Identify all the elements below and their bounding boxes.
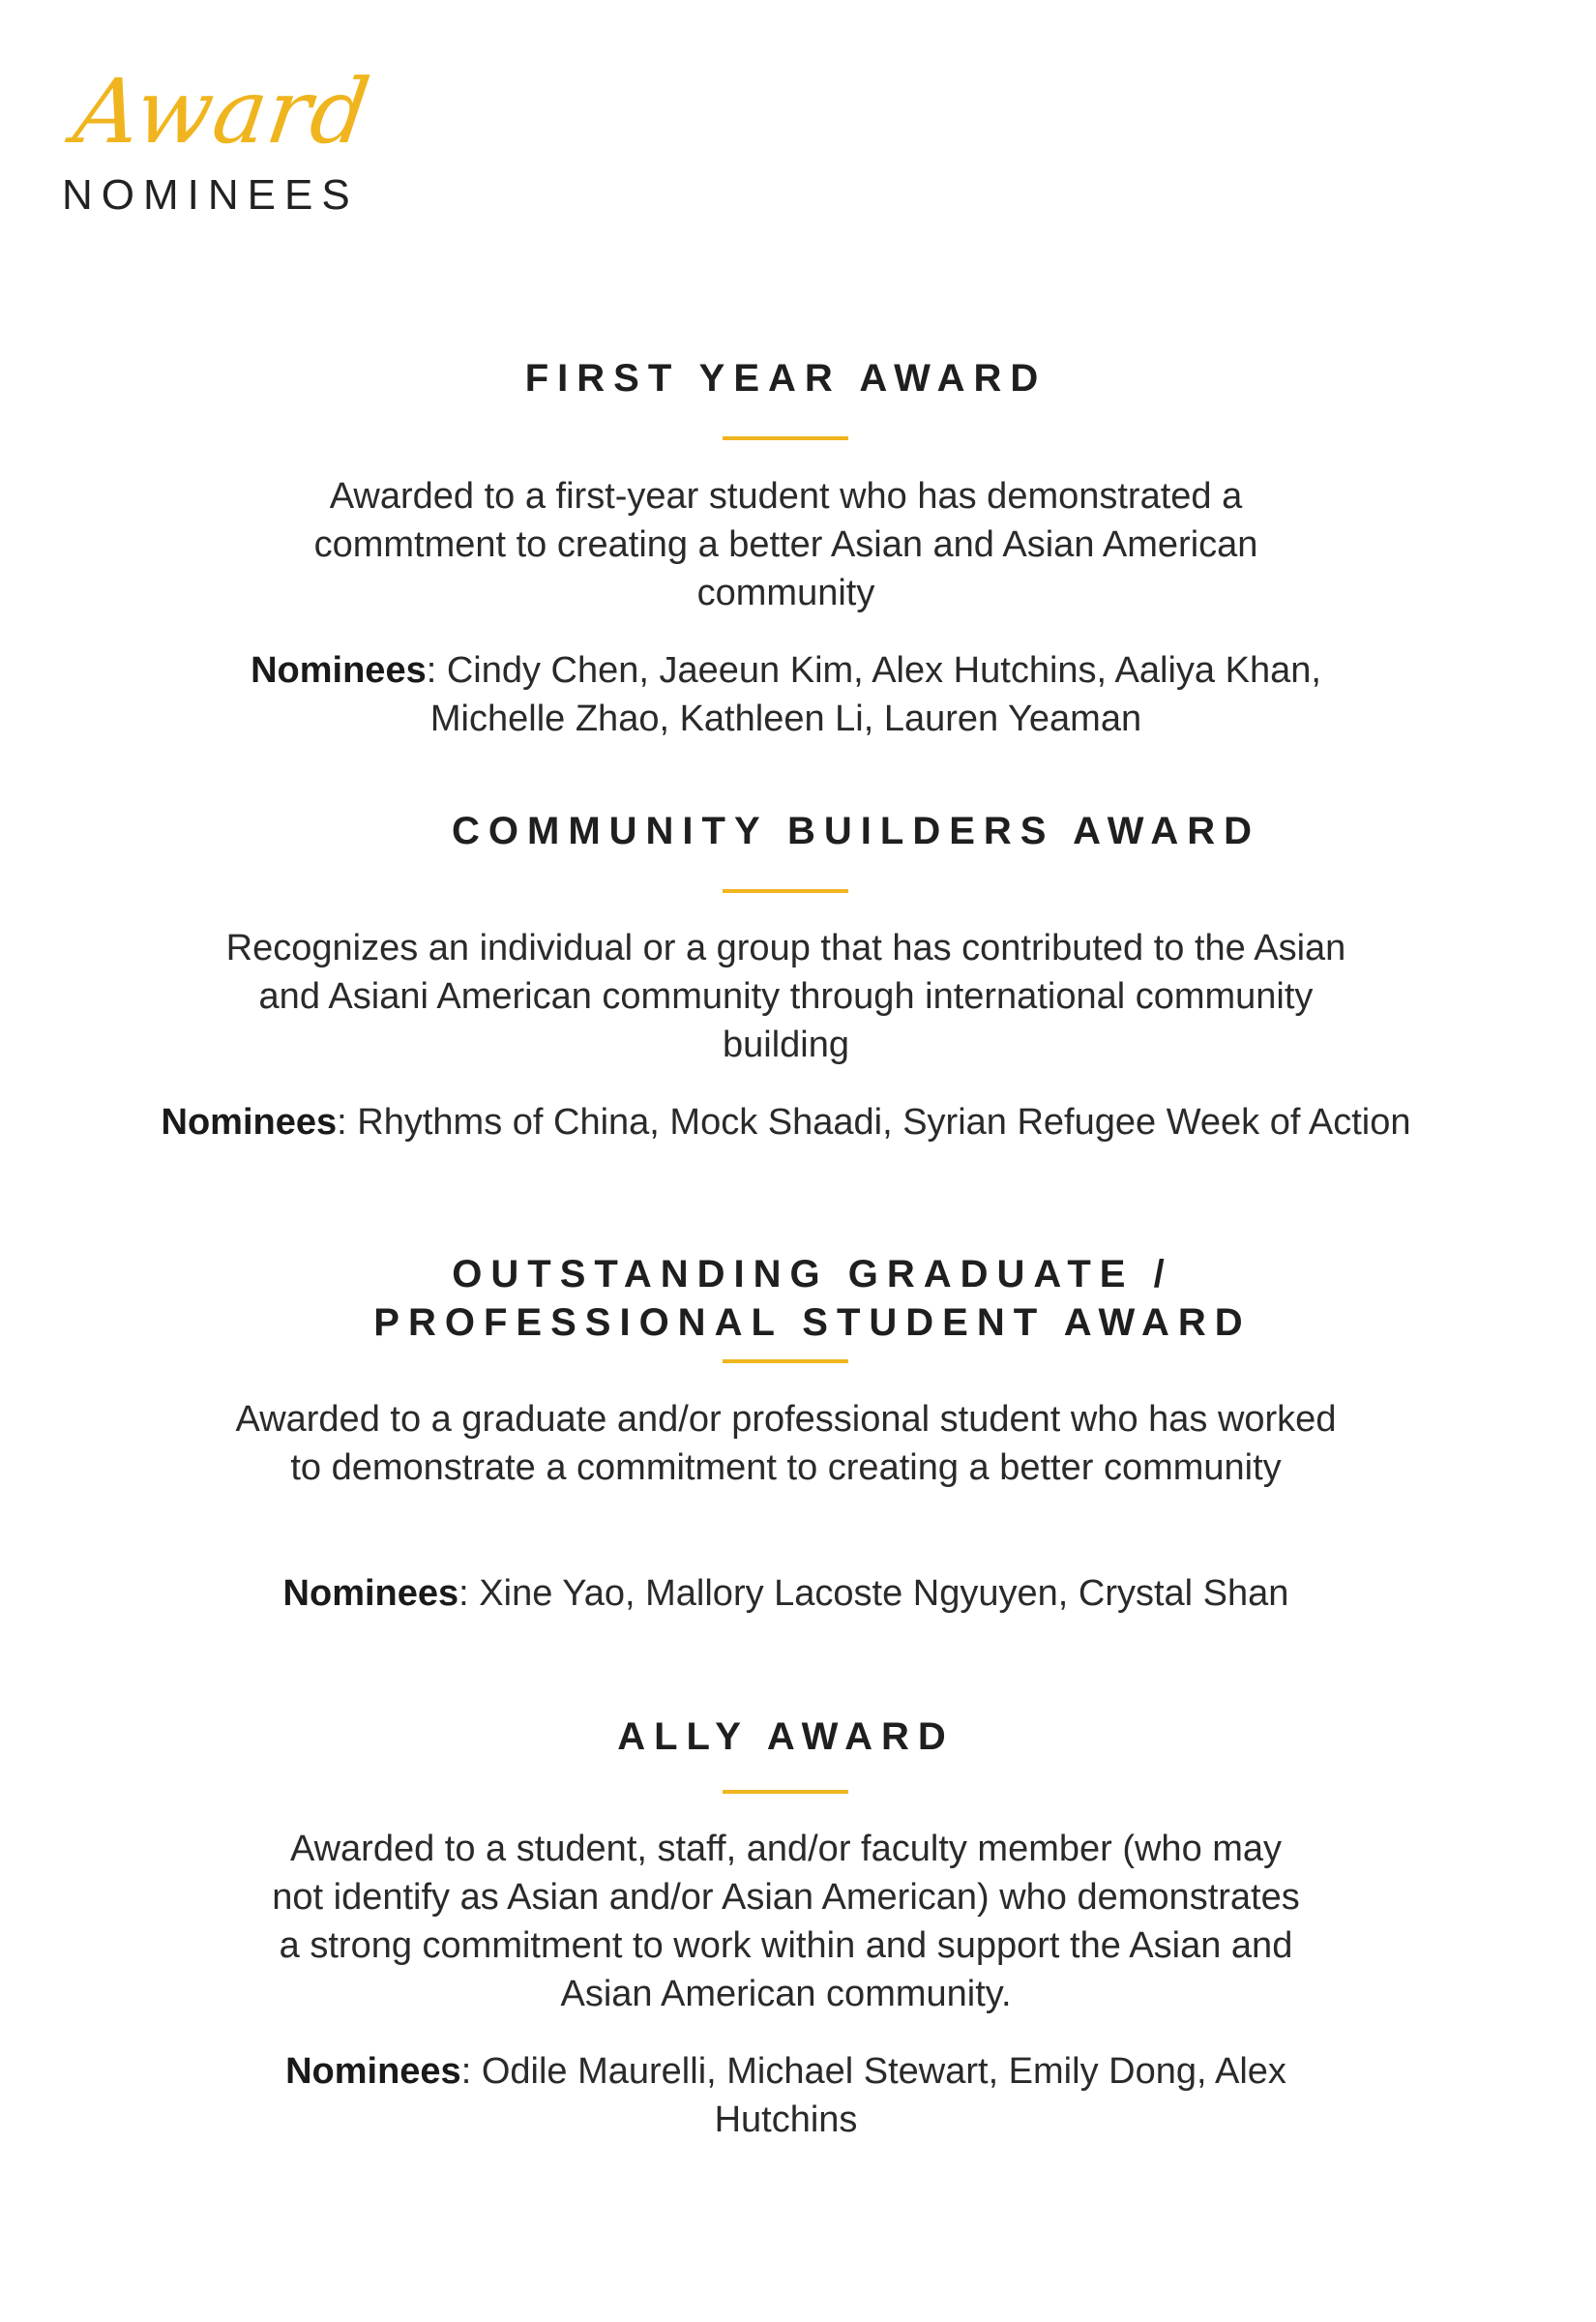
- award-description: Awarded to a student, staff, and/or faculty member (who may not identify as Asian and/or Asian American) who demonstrates a strong commitment to work within and support the Asian and Asian American community.: [272, 1829, 1300, 2014]
- award-description: Awarded to a first-year student who has demonstrated a commtment to creating a better Asian and Asian American community: [313, 476, 1258, 613]
- nominees-separator: :: [337, 1102, 358, 1143]
- award-heading: ALLY AWARD: [617, 1715, 955, 1758]
- award-nominees: [189, 646, 1383, 743]
- award-script-logo: Award: [68, 60, 377, 164]
- award-heading: COMMUNITY BUILDERS AWARD: [452, 810, 1260, 852]
- nominees-separator: :: [460, 2051, 482, 2092]
- heading-divider: [723, 1359, 848, 1363]
- nominees-list: Cindy Chen, Jaeeun Kim, Alex Hutchins, Aaliya Khan, Michelle Zhao, Kathleen Li, Lauren Yeaman: [429, 650, 1321, 739]
- award-nominees: [213, 2047, 1359, 2144]
- award-heading: OUTSTANDING GRADUATE / PROFESSIONAL STUDENT AWARD: [373, 1253, 1252, 1344]
- nominees-subtitle: NOMINEES: [62, 171, 359, 219]
- award-description: Awarded to a graduate and/or professional student who has worked to demonstrate a commitment to creating a better community: [235, 1399, 1337, 1488]
- nominees-separator: :: [458, 1573, 480, 1614]
- nominees-list: Xine Yao, Mallory Lacoste Ngyuyen, Crystal Shan: [479, 1573, 1289, 1614]
- nominees-list: Rhythms of China, Mock Shaadi, Syrian Refugee Week of Action: [357, 1102, 1411, 1143]
- award-nominees: [193, 1569, 1378, 1618]
- heading-divider: [723, 1790, 848, 1794]
- nominees-label: Nominees: [282, 1573, 459, 1614]
- award-nominees: [145, 1098, 1427, 1146]
- heading-divider: [723, 889, 848, 893]
- award-heading: FIRST YEAR AWARD: [524, 357, 1048, 400]
- nominees-list: Odile Maurelli, Michael Stewart, Emily Dong, Alex Hutchins: [481, 2051, 1286, 2140]
- award-description: Recognizes an individual or a group that has contributed to the Asian and Asiani American community through international community building: [225, 928, 1346, 1065]
- nominees-label: Nominees: [161, 1102, 338, 1143]
- nominees-label: Nominees: [285, 2051, 461, 2092]
- heading-divider: [723, 436, 848, 440]
- nominees-label: Nominees: [251, 650, 427, 691]
- nominees-separator: :: [426, 650, 447, 691]
